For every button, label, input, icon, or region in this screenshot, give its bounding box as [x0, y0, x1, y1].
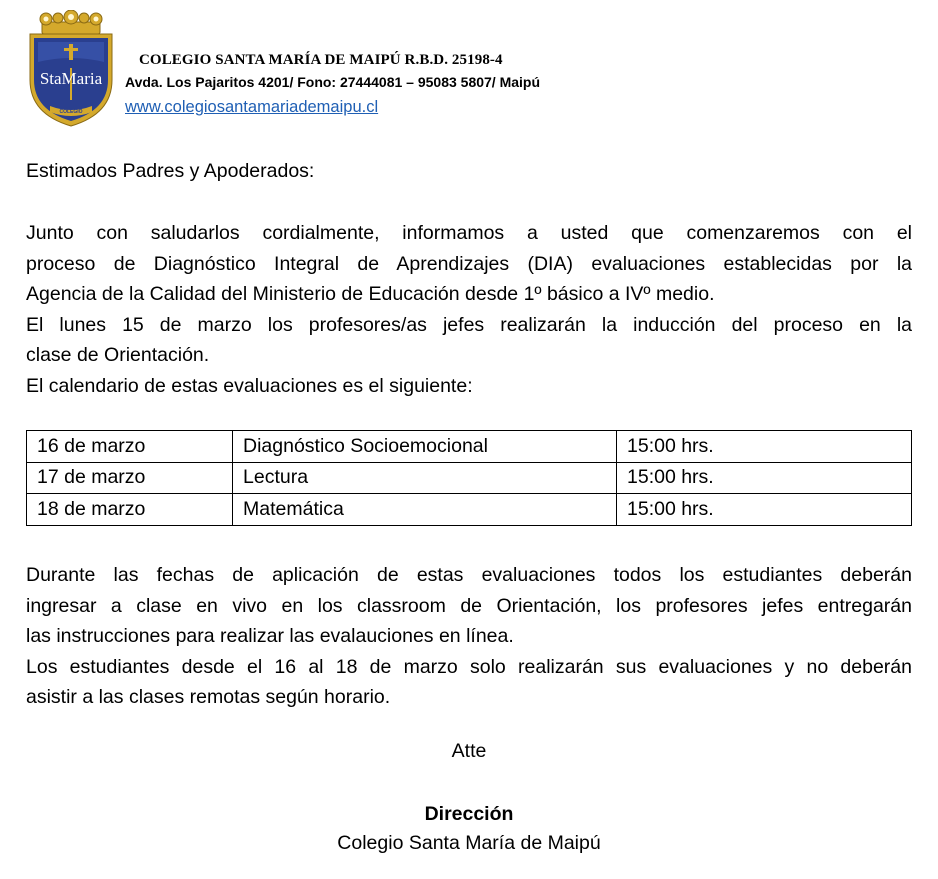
induction-line: El lunes 15 de marzo los profesores/as jefes realizarán la inducción del proceso en la	[26, 313, 912, 336]
instructions-line: ingresar a clase en vivo en los classroom de Orientación, los profesores jefes entregarán	[26, 594, 912, 617]
school-address: Avda. Los Pajaritos 4201/ Fono: 27444081 – 95083 5807/ Maipú	[125, 74, 541, 90]
induction-line: clase de Orientación.	[26, 344, 210, 366]
schedule-time: 15:00 hrs.	[617, 462, 912, 494]
intro-line: Junto con saludarlos cordialmente, informamos a usted que comenzaremos con el	[26, 222, 912, 244]
schedule-date: 18 de marzo	[27, 494, 233, 526]
students-line: Los estudiantes desde el 16 al 18 de marzo solo realizarán sus evaluaciones y no deberán	[26, 655, 912, 678]
letter-intro-paragraph	[26, 218, 912, 401]
schedule-date: 16 de marzo	[27, 431, 233, 463]
table-row	[27, 494, 912, 526]
schedule-date: 17 de marzo	[27, 462, 233, 494]
letter-instructions-paragraph	[26, 560, 912, 713]
crown-icon	[40, 10, 102, 34]
schedule-subject: Matemática	[233, 494, 617, 526]
school-name: COLEGIO SANTA MARÍA DE MAIPÚ R.B.D. 25198-4	[139, 52, 503, 68]
logo-text: StaMaria	[39, 69, 103, 88]
table-row	[27, 462, 912, 494]
signature-name: Colegio Santa María de Maipú	[337, 832, 601, 854]
intro-line: proceso de Diagnóstico Integral de Aprendizajes (DIA) evaluaciones establecidas por la	[26, 252, 912, 275]
schedule-time: 15:00 hrs.	[617, 431, 912, 463]
schedule-subject: Diagnóstico Socioemocional	[233, 431, 617, 463]
signature-title: Dirección	[424, 803, 514, 825]
schedule-time: 15:00 hrs.	[617, 494, 912, 526]
students-line: asistir a las clases remotas según horario.	[26, 686, 391, 708]
instructions-line: Durante las fechas de aplicación de estas evaluaciones todos los estudiantes deberán	[26, 564, 912, 586]
calendar-intro-line: El calendario de estas evaluaciones es el siguiente:	[26, 374, 473, 397]
intro-line: Agencia de la Calidad del Ministerio de Educación desde 1º básico a IVº medio.	[26, 283, 715, 305]
logo-subtext: COLEGIO	[59, 109, 83, 115]
instructions-line: las instrucciones para realizar las evalauciones en línea.	[26, 625, 514, 647]
evaluation-schedule-table	[26, 430, 912, 526]
school-crest-logo	[24, 10, 118, 128]
table-row	[27, 431, 912, 463]
letter-closing: Atte	[451, 740, 487, 762]
letter-greeting: Estimados Padres y Apoderados:	[26, 160, 315, 182]
school-website-link[interactable]: www.colegiosantamariademaipu.cl	[125, 98, 379, 116]
schedule-subject: Lectura	[233, 462, 617, 494]
